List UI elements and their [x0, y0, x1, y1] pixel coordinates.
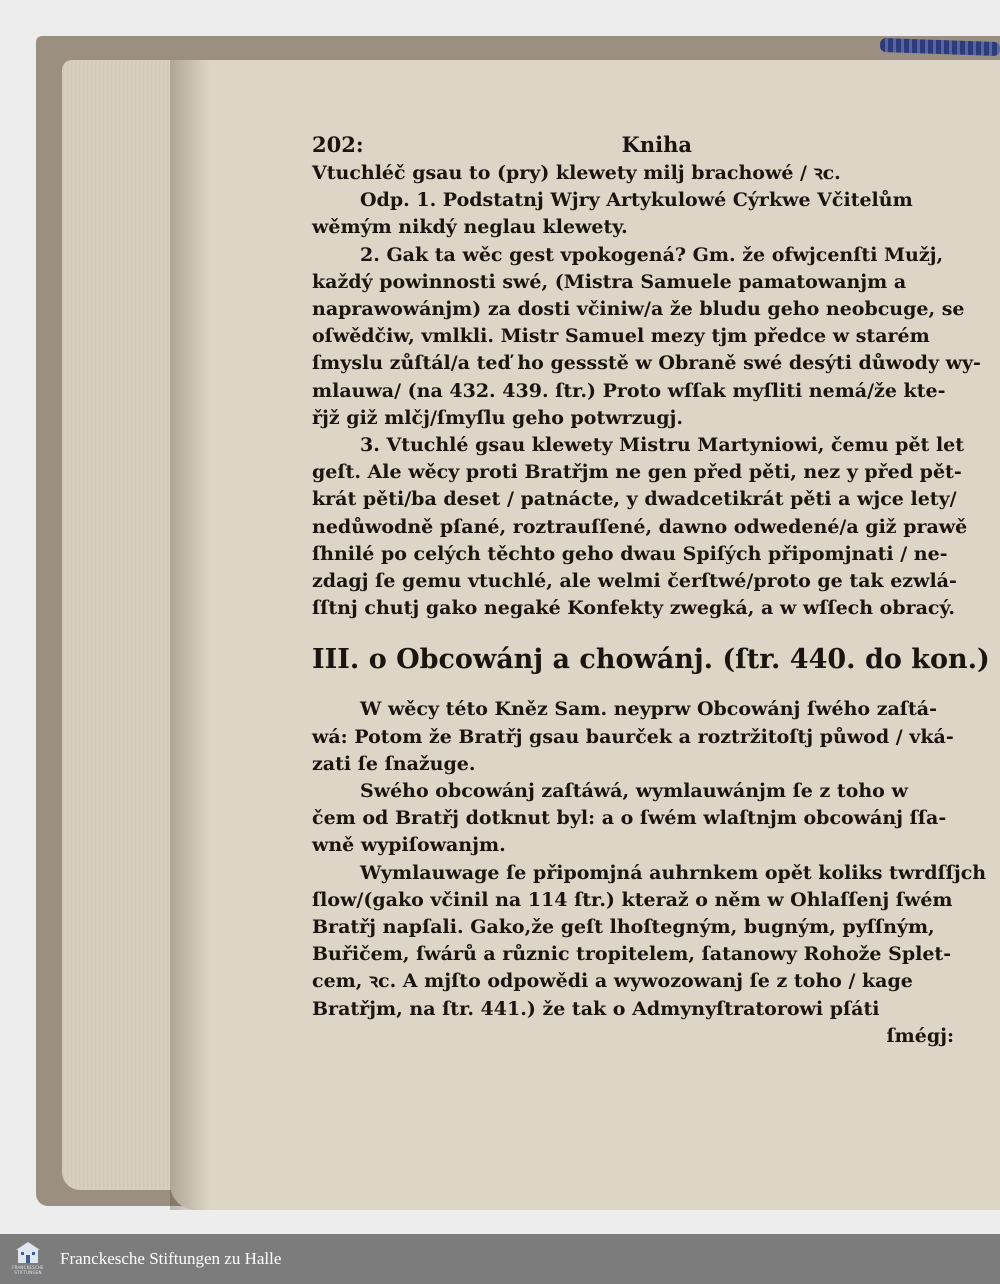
section-heading: III. o Obcowánj a chowánj. (ſtr. 440. do kon.) [312, 644, 990, 676]
text-line: čem od Bratřj dotknut byl: a o ſwém wlaſtnjm obcowánj ſſa- [312, 807, 947, 830]
page-block-edge [62, 60, 182, 1190]
text-line: Vtuchléč gsau to (pry) klewety milj brachowé / ꝛc. [312, 162, 841, 184]
logo-text-line2: STIFTUNGEN [14, 1270, 42, 1275]
text-line: wěmým nikdý neglau klewety. [312, 216, 628, 239]
text-line: Odp. 1. Podstatnj Wjry Artykulowé Cýrkwe Včitelům [360, 189, 913, 212]
page-header [312, 130, 692, 160]
page-text [312, 130, 990, 1050]
text-line: wně wypiſowanjm. [312, 834, 506, 857]
text-line: ſſtnj chutj gako negaké Konfekty zwegká, a w wſſech obracý. [312, 597, 955, 620]
gutter-shadow [170, 60, 210, 1210]
building-icon [10, 1241, 46, 1277]
text-line: Swého obcowánj zaſtáwá, wymlauwánjm ſe z toho w [360, 780, 908, 803]
text-line: ſhnilé po celých těchto geho dwau Spiſých připomjnati / ne- [312, 542, 948, 565]
text-line: 2. Gak ta wěc gest vpokogená? Gm. že ofwjcenſti Mužj, [360, 243, 944, 266]
text-line: ſmyslu zůſtál/a teď ho gessstě w Obraně swé desýti důwody wy- [312, 352, 981, 375]
text-line: Bratřj napſali. Gako,že geſt lhoſtegným, bugným, pyſſným, [312, 916, 935, 939]
text-line: W wěcy této Kněz Sam. neyprw Obcowánj ſwého zaſtá- [360, 698, 937, 721]
text-line: krát pěti/ba deset / patnácte, y dwadcetikrát pěti a wjce lety/ [312, 488, 957, 511]
text-line: mlauwa/ (na 432. 439. ſtr.) Proto wſſak myſliti nemá/že kte- [312, 379, 946, 402]
text-line: Wymlauwage ſe připomjná auhrnkem opět koliks twrdſſjch [360, 861, 987, 884]
text-line: nedůwodně pſané, roztrauſſené, dawno odwedené/a giž prawě [312, 515, 968, 538]
text-line: zdagj ſe gemu vtuchlé, ale welmi čerſtwé/proto ge tak ezwlá- [312, 570, 957, 593]
text-line: 3. Vtuchlé gsau klewety Mistru Martyniowi, čemu pět let [360, 434, 965, 457]
logo-text-line1: FRANCKESCHE [12, 1265, 44, 1270]
text-line: cem, ꝛc. A mjſto odpowědi a wywozowanj ſe z toho / kage [312, 970, 913, 993]
catchword: ſmégj: [886, 1024, 954, 1047]
text-line: Bratřjm, na ſtr. 441.) že tak o Admynyſtratorowi pſáti [312, 997, 880, 1020]
text-line: naprawowánjm) za dosti včiniw/a že bludu geho neobcuge, se [312, 298, 965, 321]
text-line: oſwědčiw, vmlkli. Mistr Samuel mezy tjm předce w starém [312, 325, 930, 348]
text-line: zati ſe ſnažuge. [312, 752, 476, 775]
running-head: Kniha [621, 132, 692, 157]
page-number: 202: [312, 132, 364, 157]
text-line: geſt. Ale wěcy proti Bratřjm ne gen před pěti, nez y před pět- [312, 461, 962, 484]
institution-name: Franckesche Stiftungen zu Halle [60, 1249, 282, 1268]
footer-bar [0, 1234, 1000, 1284]
text-line: Buřičem, ſwárů a různic tropitelem, ſatanowy Rohože Splet- [312, 943, 952, 966]
text-line: ſlow/(gako včinil na 114 ſtr.) kteraž o něm w Ohlaſſenj ſwém [312, 888, 953, 911]
text-line: řjž giž mlčj/ſmyſlu geho potwrzugj. [312, 406, 683, 429]
text-line: každý powinnosti swé, (Mistra Samuele pamatowanjm a [312, 270, 907, 293]
text-line: wá: Potom že Bratřj gsau baurček a roztržitoſtj půwod / vká- [312, 725, 954, 748]
